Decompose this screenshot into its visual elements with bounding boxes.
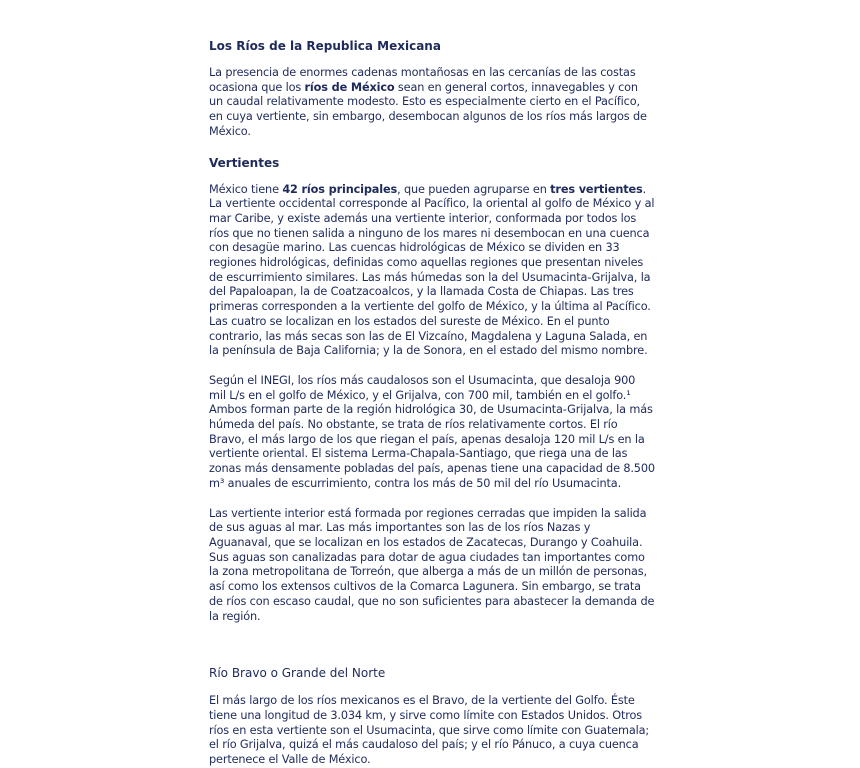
- intro-bold-term: ríos de México: [304, 80, 395, 94]
- rio-bravo-paragraph: El más largo de los ríos mexicanos es el Bravo, de la vertiente del Golfo. Éste tiene una longitud de 3.034 km, y sirve como límite con Estados Unidos. Otros ríos en esta vertiente son el Usumacinta, que sirve como límite con Guatemala; el río Grijalva, quizá el más caudaloso del país; y el río Pánuco, a cuya cuenca pertenece el Valle de México.: [209, 694, 650, 767]
- vertientes-text-2: , que pueden agruparse en: [397, 182, 551, 196]
- vertientes-paragraph-2: Según el INEGI, los ríos más caudalosos son el Usumacinta, que desaloja 900 mil L/s en el golfo de México, y el Grijalva, con 700 mil, también en el golfo.¹ Ambos forman parte de la región hidrológica 30, de Usumacinta-Grijalva, la más húmeda del país. No obstante, se trata de ríos relativamente cortos. El río Bravo, el más largo de los que riegan el país, apenas desaloja 120 mil L/s en la vertiente oriental. El sistema Lerma-Chapala-Santiago, que riega una de las zonas más densamente pobladas del país, apenas tiene una capacidad de 8.500 m³ anuales de escurrimiento, contra los más de 50 mil del río Usumacinta.: [209, 373, 655, 490]
- rio-bravo-heading: Río Bravo o Grande del Norte: [209, 666, 386, 681]
- document-page: [209, 38, 655, 768]
- vertientes-text-3: . La vertiente occidental corresponde al Pacífico, la oriental al golfo de México y al mar Caribe, y existe además una vertiente interior, conformada por todos los ríos que no tienen salida a ninguno de los mares ni desembocan en una cuenca con desagüe marino. Las cuencas hidrológicas de México se dividen en 33 regiones hidrológicas, definidas como aquellas regiones que presentan niveles de escurrimiento similares. Las más húmedas son la del Usumacinta-Grijalva, la del Papaloapan, la de Coatzacoalcos, y la llamada Costa de Chiapas. Las tres primeras corresponden a la vertiente del golfo de México, y la última al Pacífico. Las cuatro se localizan en los estados del sureste de México. En el punto contrario, las más secas son las de El Vizcaíno, Magdalena y Laguna Salada, en la península de Baja California; y la de Sonora, en el estado del mismo nombre.: [209, 182, 655, 358]
- vertientes-text-1: México tiene: [209, 182, 283, 196]
- vertientes-bold-1: 42 ríos principales: [282, 182, 398, 196]
- page-title: Los Ríos de la Republica Mexicana: [209, 39, 441, 53]
- intro-text-start: La presencia de enormes cadenas montañosas en las cercanías de las costas ocasiona que los: [209, 66, 636, 94]
- intro-paragraph: [209, 66, 655, 140]
- vertientes-paragraph-3: Las vertiente interior está formada por regiones cerradas que impiden la salida de sus aguas al mar. Las más importantes son las de los ríos Nazas y Aguanaval, que se localizan en los estados de Zacatecas, Durango y Coahuila. Sus aguas son canalizadas para dotar de agua ciudades tan importantes como la zona metropolitana de Torreón, que alberga a más de un millón de personas, así como los extensos cultivos de la Comarca Lagunera. Sin embargo, se trata de ríos con escaso caudal, que no son suficientes para abastecer la demanda de la región.: [209, 506, 655, 623]
- vertientes-bold-2: tres vertientes: [550, 182, 643, 196]
- vertientes-heading: Vertientes: [209, 155, 280, 170]
- vertientes-paragraph-1: [209, 183, 655, 359]
- intro-text-end: sean en general cortos, innavegables y con un caudal relativamente modesto. Esto es especialmente cierto en el Pacífico, en cuya vertiente, sin embargo, desembocan algunos de los ríos más largos de México.: [209, 80, 647, 138]
